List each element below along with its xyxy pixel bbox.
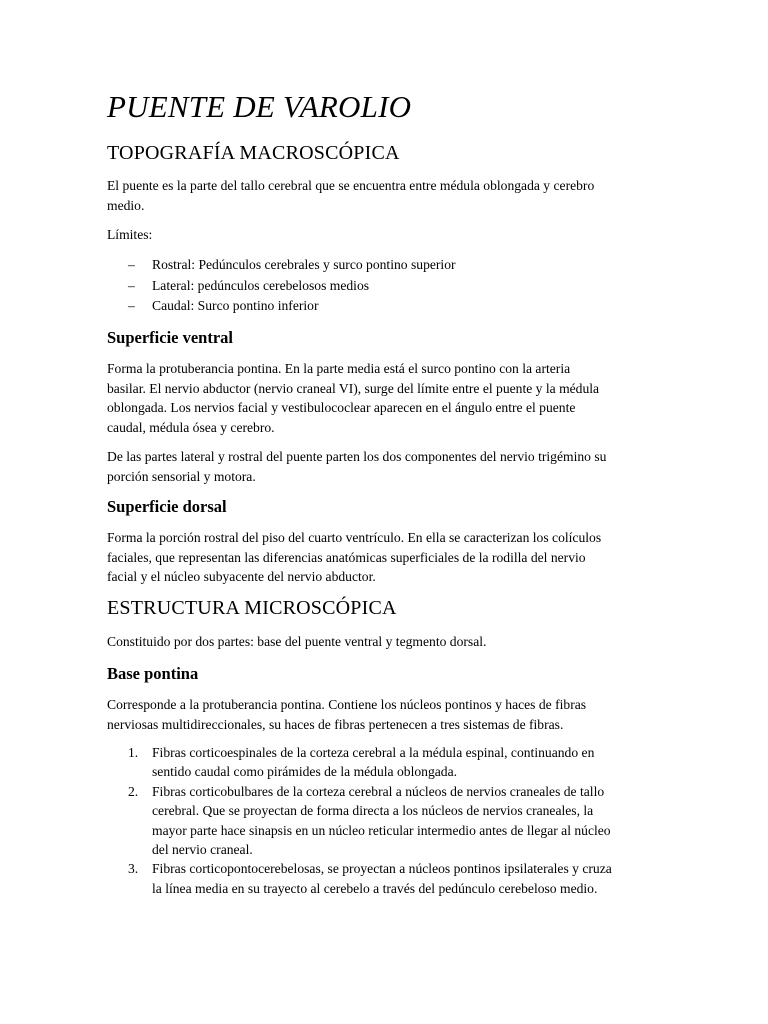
paragraph-superficie-dorsal — [107, 528, 667, 587]
text-line: Forma la protuberancia pontina. En la parte media está el surco pontino con la arteria — [107, 361, 571, 376]
subsection-heading-superficie-dorsal: Superficie dorsal — [107, 497, 227, 516]
text-line: mayor parte hace sinapsis en un núcleo reticular intermedio antes de llegar al núcleo — [152, 822, 611, 838]
section-heading-topografia: TOPOGRAFÍA MACROSCÓPICA — [107, 142, 400, 164]
list-item — [107, 859, 647, 898]
text-line: oblongada. Los nervios facial y vestibulococlear aparecen en el ángulo entre el puente — [107, 400, 576, 415]
text-line: basilar. El nervio abductor (nervio craneal VI), surge del límite entre el puente y la médula — [107, 380, 600, 396]
text-line: medio. — [107, 197, 145, 213]
text-line: El puente es la parte del tallo cerebral que se encuentra entre médula oblongada y cerebro — [107, 178, 595, 193]
text-line: del nervio craneal. — [152, 842, 253, 858]
text-line: Corresponde a la protuberancia pontina. Contiene los núcleos pontinos y haces de fibras — [107, 697, 587, 712]
paragraph-topografia-intro — [107, 176, 667, 215]
dash-bullet: – — [128, 277, 135, 293]
text-line: cerebral. Que se proyectan de forma directa a los núcleos de nervios craneales, la — [152, 803, 594, 819]
list-item-text: Caudal: Surco pontino inferior — [152, 298, 319, 313]
list-item — [107, 255, 456, 276]
subsection-heading-base-pontina: Base pontina — [107, 664, 199, 683]
subsection-heading-superficie-ventral: Superficie ventral — [107, 328, 234, 347]
section-heading-estructura: ESTRUCTURA MICROSCÓPICA — [107, 597, 397, 619]
list-item-text: Rostral: Pedúnculos cerebrales y surco pontino superior — [152, 257, 456, 272]
text-line: la línea media en su trayecto al cerebelo a través del pedúnculo cerebeloso medio. — [152, 880, 598, 896]
list-item-text: Lateral: pedúnculos cerebelosos medios — [152, 277, 370, 293]
text-line: Fibras corticopontocerebelosas, se proyectan a núcleos pontinos ipsilaterales y cruza — [152, 861, 612, 877]
text-line: De las partes lateral y rostral del puente parten los dos componentes del nervio trigémino su — [107, 449, 607, 464]
text-line: porción sensorial y motora. — [107, 468, 256, 484]
limits-label: Límites: — [107, 227, 153, 242]
limits-list — [107, 255, 456, 317]
paragraph-superficie-ventral-1 — [107, 359, 667, 437]
text-line: faciales, que representan las diferencias anatómicas superficiales de la rodilla del nervio — [107, 549, 586, 565]
list-number: 1. — [128, 745, 139, 760]
dash-bullet: – — [128, 257, 135, 272]
paragraph-estructura-intro: Constituido por dos partes: base del puente ventral y tegmento dorsal. — [107, 634, 487, 649]
list-number: 2. — [128, 783, 139, 799]
list-number: 3. — [128, 861, 139, 877]
list-item — [107, 782, 647, 860]
text-line: sentido caudal como pirámides de la médula oblongada. — [152, 764, 458, 780]
paragraph-base-pontina — [107, 695, 667, 734]
text-line: facial y el núcleo subyacente del nervio abductor. — [107, 569, 376, 584]
list-item — [107, 276, 456, 297]
dash-bullet: – — [128, 298, 135, 313]
text-line: Fibras corticoespinales de la corteza cerebral a la médula espinal, continuando en — [152, 745, 595, 760]
text-line: Fibras corticobulbares de la corteza cerebral a núcleos de nervios craneales de tallo — [152, 783, 605, 799]
fiber-systems-list — [107, 743, 647, 898]
document-title: PUENTE DE VAROLIO — [107, 89, 412, 124]
text-line: caudal, médula ósea y cerebro. — [107, 419, 275, 435]
text-line: nerviosas multidireccionales, su haces de fibras pertenecen a tres sistemas de fibras. — [107, 716, 564, 732]
text-line: Forma la porción rostral del piso del cuarto ventrículo. En ella se caracterizan los colículos — [107, 530, 602, 545]
paragraph-superficie-ventral-2 — [107, 447, 667, 486]
list-item — [107, 296, 456, 317]
list-item — [107, 743, 647, 782]
